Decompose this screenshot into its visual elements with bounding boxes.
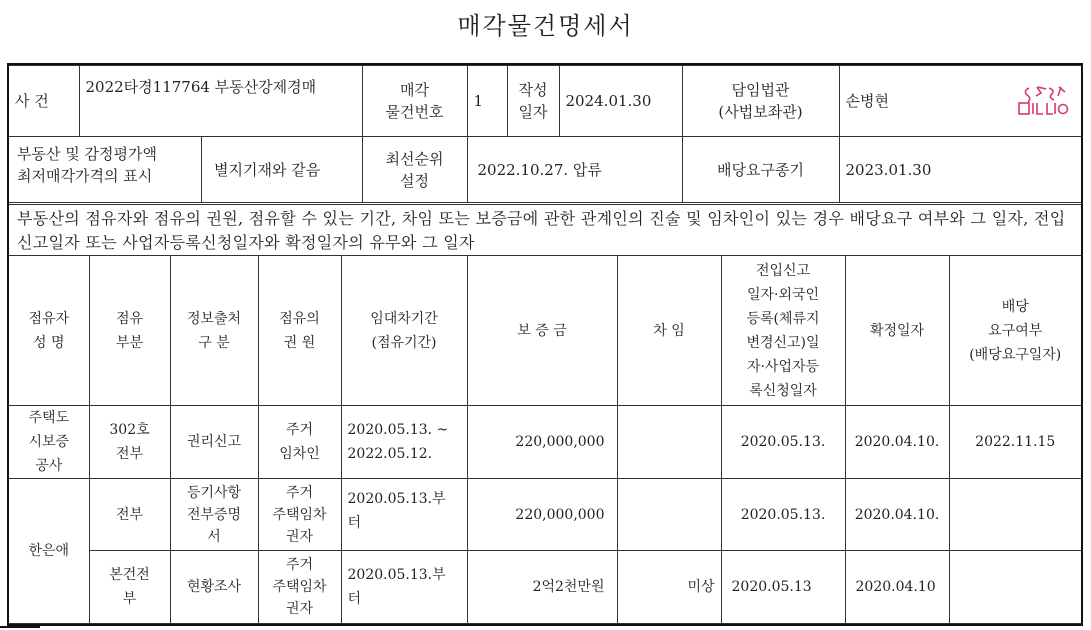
rent xyxy=(617,479,721,551)
occupancy-right: 주거 주택임차 권자 xyxy=(258,479,341,551)
movein-date: 2020.05.13 xyxy=(721,551,845,624)
price-value: 별지기재와 같음 xyxy=(214,160,321,179)
deadline-label: 배당요구종기 xyxy=(682,137,839,203)
lease-period: 2020.05.13. ~ 2022.05.12. xyxy=(341,406,467,479)
header-part: 점유 부분 xyxy=(89,256,170,406)
lien-label: 최선순위 설정 xyxy=(362,137,467,203)
header-period: 임대차기간 (점유기간) xyxy=(341,256,467,406)
price-cell xyxy=(9,137,362,203)
dividend-request: 2022.11.15 xyxy=(949,406,1081,479)
disclosure-note: 부동산의 점유자와 점유의 권원, 점유할 수 있는 기간, 차임 또는 보증금에 관한 관계인의 진술 및 임차인이 있는 경우 배당요구 여부와 그 일자, 전입신고일자 또는 사업자등록신청일자와 확정일자의 유무와 그 일자 xyxy=(9,204,1081,255)
movein-date: 2020.05.13. xyxy=(721,406,845,479)
occupancy-right: 주거 주택임차 권자 xyxy=(258,551,341,624)
header-source: 정보출처 구 분 xyxy=(170,256,258,406)
judge-label: 담임법관 (사법보좌관) xyxy=(682,66,839,137)
occupied-part: 302호 전부 xyxy=(89,406,170,479)
header-deposit: 보 증 금 xyxy=(467,256,617,406)
dividend-request xyxy=(949,551,1081,624)
lease-period: 2020.05.13.부 터 xyxy=(341,479,467,551)
case-value: 2022타경117764 부동산강제경매 xyxy=(79,66,362,137)
judge-value: 손병현 xyxy=(845,92,889,110)
deposit: 220,000,000 xyxy=(467,479,617,551)
date-label: 작성 일자 xyxy=(507,66,559,137)
header-fixed-date: 확정일자 xyxy=(845,256,949,406)
rent xyxy=(617,406,721,479)
info-source: 현황조사 xyxy=(170,551,258,624)
movein-date: 2020.05.13. xyxy=(721,479,845,551)
table-row xyxy=(9,406,1081,479)
header-movein: 전입신고 일자·외국인 등록(체류지 변경신고)일 자·사업자등 록신청일자 xyxy=(721,256,845,406)
fixed-date: 2020.04.10 xyxy=(845,551,949,624)
item-no-value: 1 xyxy=(467,66,507,137)
header-dividend: 배당 요구여부 (배당요구일자) xyxy=(949,256,1081,406)
header-right: 점유의 권 원 xyxy=(258,256,341,406)
occupancy-right: 주거 임차인 xyxy=(258,406,341,479)
page-mark xyxy=(0,626,40,628)
item-no-label: 매각 물건번호 xyxy=(362,66,467,137)
table-row xyxy=(9,479,1081,551)
header-row xyxy=(9,256,1081,406)
lease-period: 2020.05.13.부 터 xyxy=(341,551,467,624)
fixed-date: 2020.04.10. xyxy=(845,479,949,551)
info-source: 등기사항 전부증명 서 xyxy=(170,479,258,551)
deadline-value: 2023.01.30 xyxy=(839,137,1081,203)
case-label: 사 건 xyxy=(9,66,79,137)
occupied-part: 전부 xyxy=(89,479,170,551)
info-source: 권리신고 xyxy=(170,406,258,479)
deposit: 220,000,000 xyxy=(467,406,617,479)
occupant-name: 한은애 xyxy=(9,479,89,624)
deposit: 2억2천만원 xyxy=(467,551,617,624)
occupants-table xyxy=(9,255,1081,624)
table-row xyxy=(9,551,1081,624)
occupant-name: 주택도 시보증 공사 xyxy=(9,406,89,479)
rent: 미상 xyxy=(617,551,721,624)
header-rent: 차 임 xyxy=(617,256,721,406)
document-title: 매각물건명세서 xyxy=(457,12,634,40)
seal-stamp xyxy=(1013,84,1073,118)
sale-item-statement xyxy=(7,63,1083,626)
occupied-part: 본건전 부 xyxy=(89,551,170,624)
judge-cell xyxy=(839,66,1081,137)
lien-value: 2022.10.27. 압류 xyxy=(467,137,682,203)
header-occupant: 점유자 성 명 xyxy=(9,256,89,406)
fixed-date: 2020.04.10. xyxy=(845,406,949,479)
dividend-request xyxy=(949,479,1081,551)
price-label: 부동산 및 감정평가액 최저매각가격의 표시 xyxy=(9,137,202,202)
summary-table xyxy=(9,65,1081,203)
date-value: 2024.01.30 xyxy=(559,66,682,137)
